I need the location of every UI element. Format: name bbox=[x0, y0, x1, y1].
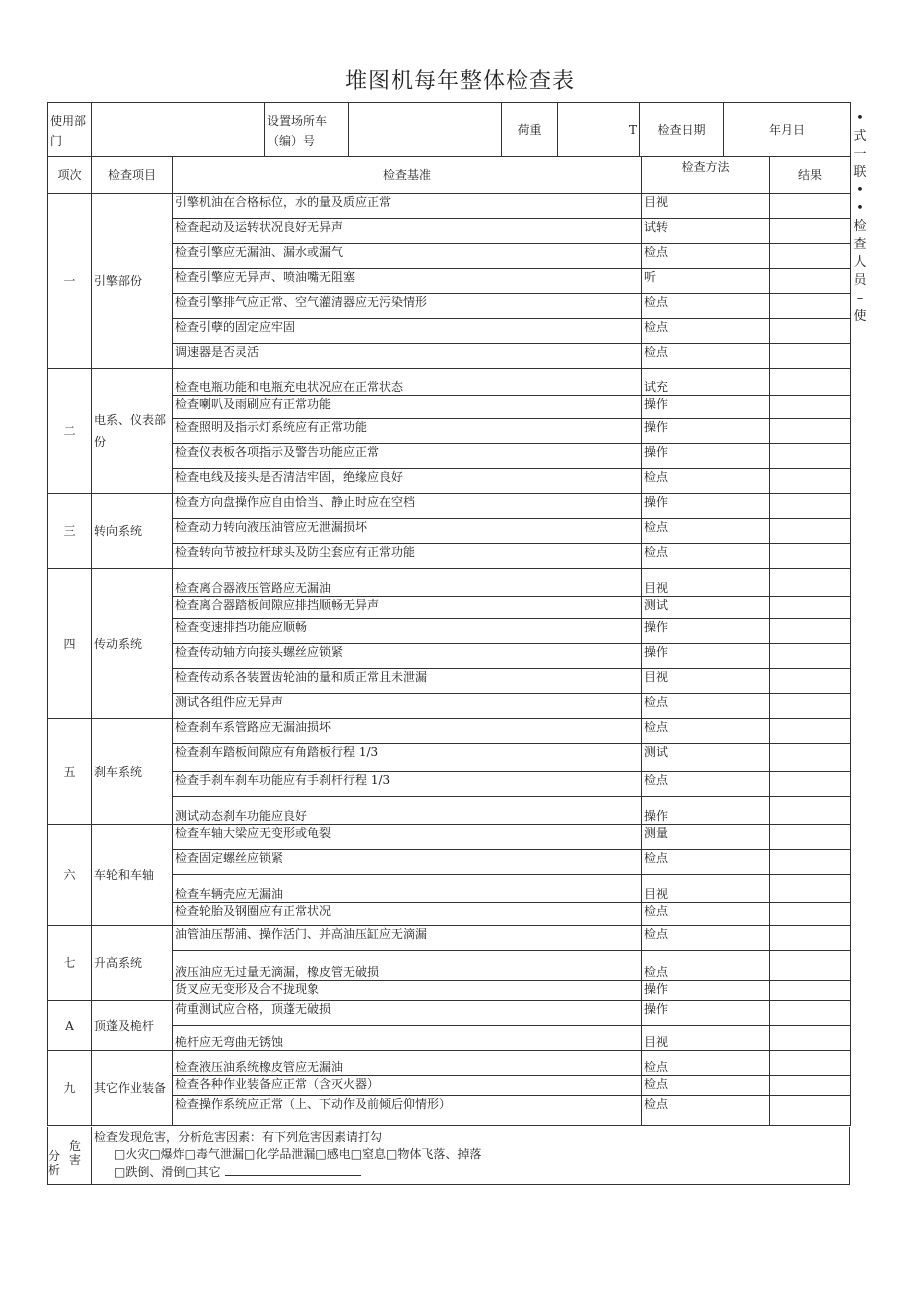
result-cell[interactable] bbox=[770, 1026, 851, 1051]
result-cell[interactable] bbox=[770, 419, 851, 444]
table-row bbox=[48, 719, 851, 744]
check-method: 操作 bbox=[642, 644, 770, 669]
check-method: 目视 bbox=[642, 669, 770, 694]
check-standard: 检查车辆壳应无漏油 bbox=[173, 875, 642, 903]
table-row bbox=[48, 1051, 851, 1076]
check-standard: 检查液压油系统橡皮管应无漏油 bbox=[173, 1051, 642, 1076]
check-method: 目视 bbox=[642, 875, 770, 903]
result-cell[interactable] bbox=[770, 519, 851, 544]
section-number: 六 bbox=[48, 825, 92, 926]
section-name: 车轮和车轴 bbox=[92, 825, 173, 926]
location-label: 设置场所车（编）号 bbox=[265, 103, 349, 157]
result-cell[interactable] bbox=[770, 369, 851, 396]
hazard-text bbox=[94, 1129, 481, 1181]
hazard-options-2-text: □跌倒、滑倒□其它 bbox=[114, 1165, 221, 1179]
check-standard: 检查操作系统应正常（上、下动作及前倾后仰情形） bbox=[173, 1096, 642, 1126]
col-item: 检查项目 bbox=[92, 157, 173, 194]
side-note-char: 员 bbox=[853, 273, 867, 288]
result-cell[interactable] bbox=[770, 1051, 851, 1076]
check-standard: 检查起动及运转状况良好无异声 bbox=[173, 219, 642, 244]
result-cell[interactable] bbox=[770, 569, 851, 597]
side-note-char: • bbox=[856, 183, 864, 198]
hazard-options-1[interactable]: □火灾□爆炸□毒气泄漏□化学品泄漏□感电□窒息□物体飞落、掉落 bbox=[114, 1147, 482, 1161]
section-name: 其它作业装备 bbox=[92, 1051, 173, 1126]
check-method: 目视 bbox=[642, 569, 770, 597]
hazard-label-a: 危害 bbox=[69, 1139, 82, 1167]
result-cell[interactable] bbox=[770, 644, 851, 669]
check-standard: 检查传动系各装置齿轮油的量和质正常且未泄漏 bbox=[173, 669, 642, 694]
check-method: 检点 bbox=[642, 519, 770, 544]
hazard-label-cell bbox=[48, 1127, 92, 1184]
table-row bbox=[48, 569, 851, 597]
check-method: 检点 bbox=[642, 772, 770, 797]
section-name: 转向系统 bbox=[92, 494, 173, 569]
date-label: 检查日期 bbox=[640, 103, 724, 157]
check-standard: 检查电瓶功能和电瓶充电状况应在正常状态 bbox=[173, 369, 642, 396]
check-method: 检点 bbox=[642, 544, 770, 569]
check-standard: 检查引擎应无异声、喷油嘴无阻塞 bbox=[173, 269, 642, 294]
result-cell[interactable] bbox=[770, 850, 851, 875]
check-method: 听 bbox=[642, 269, 770, 294]
result-cell[interactable] bbox=[770, 244, 851, 269]
section-name: 电系、仪表部份 bbox=[92, 369, 173, 494]
check-standard: 检查喇叭及雨刷应有正常功能 bbox=[173, 396, 642, 419]
check-standard: 引擎机油在合格标位，水的量及质应正常 bbox=[173, 194, 642, 219]
header-table bbox=[47, 102, 851, 157]
check-method: 试转 bbox=[642, 219, 770, 244]
side-note-char: • bbox=[856, 201, 864, 216]
result-cell[interactable] bbox=[770, 797, 851, 825]
result-cell[interactable] bbox=[770, 494, 851, 519]
section-name: 引擎部份 bbox=[92, 194, 173, 369]
table-row bbox=[48, 194, 851, 219]
side-note-char: 一 bbox=[853, 147, 867, 162]
result-cell[interactable] bbox=[770, 396, 851, 419]
table-row bbox=[48, 494, 851, 519]
result-cell[interactable] bbox=[770, 344, 851, 369]
other-blank[interactable] bbox=[225, 1163, 361, 1176]
result-cell[interactable] bbox=[770, 1001, 851, 1026]
result-cell[interactable] bbox=[770, 194, 851, 219]
result-cell[interactable] bbox=[770, 981, 851, 1001]
result-cell[interactable] bbox=[770, 1076, 851, 1096]
check-standard: 检查各种作业装备应正常（含灭火器） bbox=[173, 1076, 642, 1096]
section-number: 三 bbox=[48, 494, 92, 569]
check-standard: 检查离合器踏板间隙应排挡顺畅无异声 bbox=[173, 597, 642, 619]
check-method: 试充 bbox=[642, 369, 770, 396]
date-field[interactable]: 年月日 bbox=[724, 103, 851, 157]
side-note-char: 使 bbox=[853, 309, 867, 324]
hazard-label-b: 分析 bbox=[48, 1149, 61, 1177]
checklist-table bbox=[47, 156, 851, 1126]
check-method: 操作 bbox=[642, 1001, 770, 1026]
check-method: 操作 bbox=[642, 494, 770, 519]
result-cell[interactable] bbox=[770, 219, 851, 244]
check-method: 检点 bbox=[642, 469, 770, 494]
section-number: 五 bbox=[48, 719, 92, 825]
result-cell[interactable] bbox=[770, 319, 851, 344]
result-cell[interactable] bbox=[770, 719, 851, 744]
side-note-char: – bbox=[856, 291, 864, 306]
table-row bbox=[48, 369, 851, 396]
result-cell[interactable] bbox=[770, 772, 851, 797]
hazard-analysis bbox=[47, 1127, 850, 1185]
inspection-form bbox=[47, 102, 850, 1186]
check-standard: 检查引擎应无漏油、漏水或漏气 bbox=[173, 244, 642, 269]
check-method: 操作 bbox=[642, 981, 770, 1001]
col-item-no: 项次 bbox=[48, 157, 92, 194]
result-cell[interactable] bbox=[770, 619, 851, 644]
dept-label: 使用部门 bbox=[48, 103, 92, 157]
load-unit: T bbox=[628, 122, 637, 137]
check-standard: 液压油应无过量无滴漏，橡皮管无破损 bbox=[173, 951, 642, 981]
section-name: 传动系统 bbox=[92, 569, 173, 719]
section-number: 二 bbox=[48, 369, 92, 494]
check-standard: 油管油压帮浦、操作活门、并高油压缸应无滴漏 bbox=[173, 926, 642, 951]
hazard-instruction: 检查发现危害，分析危害因素：有下列危害因素请打勾 bbox=[94, 1130, 383, 1144]
check-method: 检点 bbox=[642, 903, 770, 926]
section-name: 刹车系统 bbox=[92, 719, 173, 825]
section-number: 九 bbox=[48, 1051, 92, 1126]
check-standard: 货叉应无变形及合不拢现象 bbox=[173, 981, 642, 1001]
side-note-char: 人 bbox=[853, 255, 867, 270]
check-method: 检点 bbox=[642, 1096, 770, 1126]
check-standard: 检查刹车踏板间隙应有角踏板行程 1/3 bbox=[173, 744, 642, 772]
check-method: 检点 bbox=[642, 294, 770, 319]
result-cell[interactable] bbox=[770, 825, 851, 850]
check-standard: 检查转向节被拉杆球头及防尘套应有正常功能 bbox=[173, 544, 642, 569]
check-method: 目视 bbox=[642, 1026, 770, 1051]
check-standard: 检查仪表板各项指示及警告功能应正常 bbox=[173, 444, 642, 469]
check-standard: 检查照明及指示灯系统应有正常功能 bbox=[173, 419, 642, 444]
section-name: 顶蓬及桅杆 bbox=[92, 1001, 173, 1051]
check-standard: 检查动力转向液压油管应无泄漏损坏 bbox=[173, 519, 642, 544]
load-field[interactable] bbox=[558, 103, 640, 157]
check-standard: 检查引孽的固定应牢固 bbox=[173, 319, 642, 344]
result-cell[interactable] bbox=[770, 1096, 851, 1126]
result-cell[interactable] bbox=[770, 469, 851, 494]
result-cell[interactable] bbox=[770, 875, 851, 903]
result-cell[interactable] bbox=[770, 694, 851, 719]
check-standard: 检查车轴大梁应无变形或龟裂 bbox=[173, 825, 642, 850]
check-method: 检点 bbox=[642, 1051, 770, 1076]
table-row bbox=[48, 1001, 851, 1026]
check-method: 检点 bbox=[642, 850, 770, 875]
check-method: 检点 bbox=[642, 319, 770, 344]
side-note-char: 查 bbox=[853, 237, 867, 252]
check-method: 目视 bbox=[642, 194, 770, 219]
section-number: A bbox=[48, 1001, 92, 1051]
check-method: 测试 bbox=[642, 597, 770, 619]
result-cell[interactable] bbox=[770, 597, 851, 619]
section-number: 一 bbox=[48, 194, 92, 369]
result-cell[interactable] bbox=[770, 444, 851, 469]
check-standard: 检查变速排挡功能应顺畅 bbox=[173, 619, 642, 644]
check-standard: 桅杆应无弯曲无锈蚀 bbox=[173, 1026, 642, 1051]
result-cell[interactable] bbox=[770, 544, 851, 569]
section-number: 七 bbox=[48, 926, 92, 1001]
check-standard: 检查轮胎及钢圈应有正常状况 bbox=[173, 903, 642, 926]
check-standard: 调速器是否灵活 bbox=[173, 344, 642, 369]
side-note-char: 检 bbox=[853, 219, 867, 234]
check-method: 操作 bbox=[642, 619, 770, 644]
check-method: 操作 bbox=[642, 396, 770, 419]
check-method: 检点 bbox=[642, 926, 770, 951]
table-row bbox=[48, 926, 851, 951]
table-row bbox=[48, 825, 851, 850]
check-method: 测量 bbox=[642, 825, 770, 850]
side-note bbox=[852, 110, 868, 326]
col-result: 结果 bbox=[770, 157, 851, 194]
result-cell[interactable] bbox=[770, 951, 851, 981]
check-standard: 检查离合器液压管路应无漏油 bbox=[173, 569, 642, 597]
check-method: 操作 bbox=[642, 797, 770, 825]
sections-body bbox=[48, 194, 851, 1126]
check-method: 检点 bbox=[642, 694, 770, 719]
side-note-char: 式 bbox=[853, 129, 867, 144]
result-cell[interactable] bbox=[770, 903, 851, 926]
check-standard: 检查传动轴方向接头螺丝应锁紧 bbox=[173, 644, 642, 669]
result-cell[interactable] bbox=[770, 926, 851, 951]
result-cell[interactable] bbox=[770, 269, 851, 294]
col-standard: 检查基准 bbox=[173, 157, 642, 194]
check-standard: 荷重测试应合格，顶蓬无破损 bbox=[173, 1001, 642, 1026]
check-standard: 检查引擎排气应正常、空气灌清器应无污染情形 bbox=[173, 294, 642, 319]
check-method: 检点 bbox=[642, 951, 770, 981]
check-standard: 检查手刹车刹车功能应有手刹杆行程 1/3 bbox=[173, 772, 642, 797]
hazard-options-2[interactable] bbox=[94, 1163, 481, 1181]
location-field[interactable] bbox=[349, 103, 502, 157]
load-label: 荷重 bbox=[502, 103, 558, 157]
result-cell[interactable] bbox=[770, 744, 851, 772]
check-method: 检点 bbox=[642, 344, 770, 369]
check-standard: 检查固定螺丝应锁紧 bbox=[173, 850, 642, 875]
check-standard: 测试动态刹车功能应良好 bbox=[173, 797, 642, 825]
section-number: 四 bbox=[48, 569, 92, 719]
side-note-char: • bbox=[856, 111, 864, 126]
check-method: 检点 bbox=[642, 1076, 770, 1096]
col-method: 检查方法 bbox=[642, 157, 770, 194]
section-name: 升高系统 bbox=[92, 926, 173, 1001]
check-method: 操作 bbox=[642, 419, 770, 444]
form-title: 堆图机每年整体检查表 bbox=[344, 69, 575, 94]
side-note-char: 联 bbox=[853, 165, 867, 180]
check-standard: 检查方向盘操作应自由恰当、静止时应在空档 bbox=[173, 494, 642, 519]
check-standard: 测试各组件应无异声 bbox=[173, 694, 642, 719]
check-standard: 检查刹车系管路应无漏油损坏 bbox=[173, 719, 642, 744]
check-method: 测试 bbox=[642, 744, 770, 772]
check-method: 检点 bbox=[642, 719, 770, 744]
check-method: 操作 bbox=[642, 444, 770, 469]
check-standard: 检查电线及接头是否清洁牢固，绝缘应良好 bbox=[173, 469, 642, 494]
result-cell[interactable] bbox=[770, 294, 851, 319]
dept-field[interactable] bbox=[92, 103, 265, 157]
result-cell[interactable] bbox=[770, 669, 851, 694]
check-method: 检点 bbox=[642, 244, 770, 269]
